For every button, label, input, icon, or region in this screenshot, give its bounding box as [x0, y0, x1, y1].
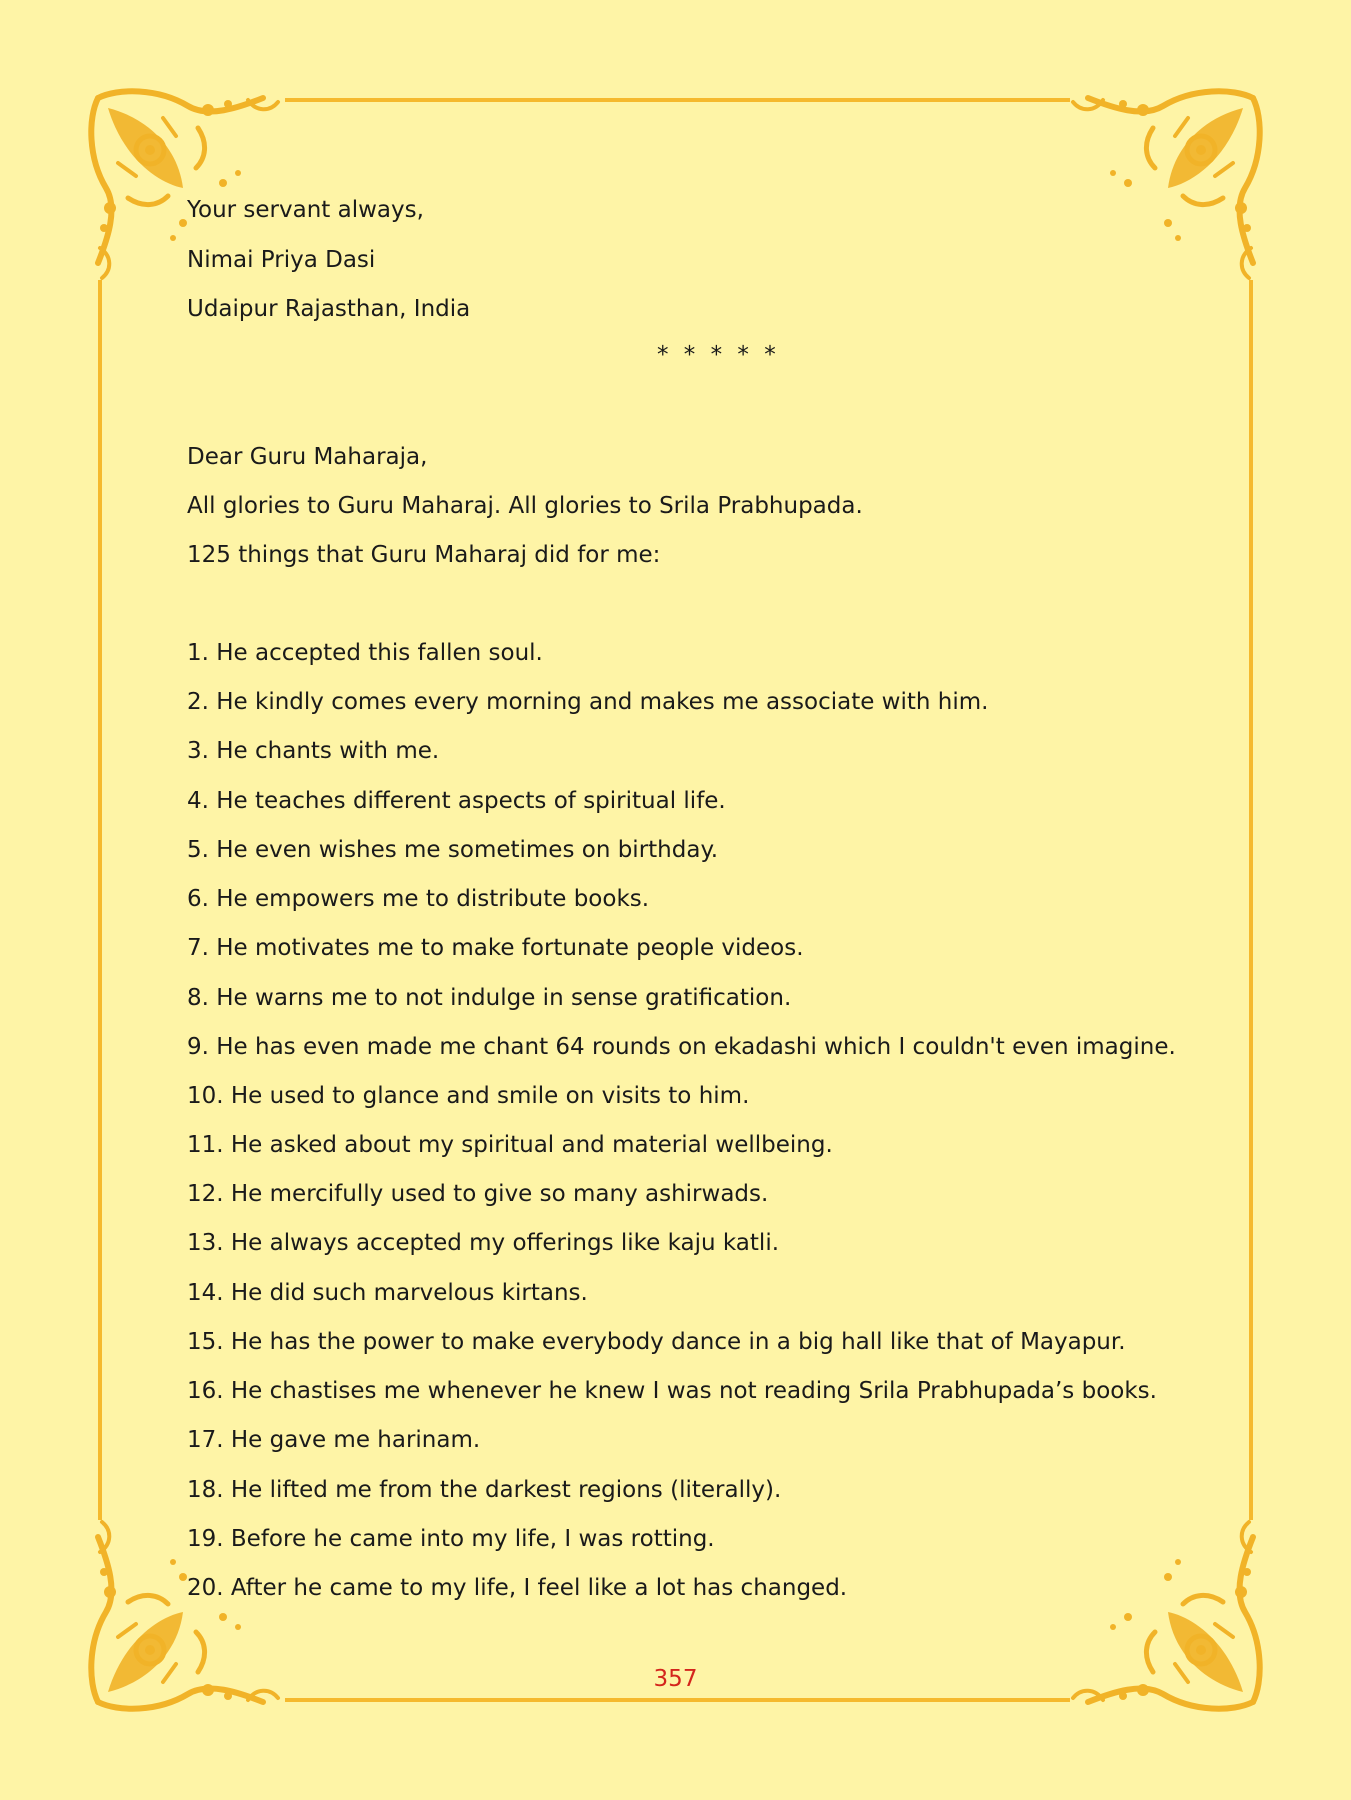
list-item: 6. He empowers me to distribute books. — [187, 886, 650, 912]
section-separator: * * * * * — [657, 342, 780, 368]
closing-salutation: Your servant always, — [187, 197, 424, 223]
list-item: 11. He asked about my spiritual and material wellbeing. — [187, 1132, 833, 1158]
closing-location: Udaipur Rajasthan, India — [187, 296, 471, 322]
letter-greeting: Dear Guru Maharaja, — [187, 444, 428, 470]
list-item: 2. He kindly comes every morning and makes me associate with him. — [187, 689, 989, 715]
list-item: 18. He lifted me from the darkest regions (literally). — [187, 1477, 782, 1503]
list-item: 14. He did such marvelous kirtans. — [187, 1280, 588, 1306]
list-item: 1. He accepted this fallen soul. — [187, 640, 543, 666]
list-item: 8. He warns me to not indulge in sense gratification. — [187, 985, 792, 1011]
letter-glories: All glories to Guru Maharaj. All glories to Srila Prabhupada. — [187, 493, 863, 519]
list-item: 4. He teaches different aspects of spiritual life. — [187, 788, 726, 814]
corner-ornament-top-right — [1073, 91, 1260, 278]
page-number: 357 — [653, 1666, 698, 1692]
list-item: 3. He chants with me. — [187, 738, 440, 764]
list-item: 9. He has even made me chant 64 rounds on ekadashi which I couldn't even imagine. — [187, 1034, 1176, 1060]
list-item: 19. Before he came into my life, I was rotting. — [187, 1526, 715, 1552]
list-item: 12. He mercifully used to give so many ashirwads. — [187, 1181, 769, 1207]
list-item: 20. After he came to my life, I feel like a lot has changed. — [187, 1575, 848, 1601]
closing-name: Nimai Priya Dasi — [187, 247, 376, 273]
list-item: 17. He gave me harinam. — [187, 1427, 481, 1453]
letter-intro: 125 things that Guru Maharaj did for me: — [187, 542, 661, 568]
list-item: 7. He motivates me to make fortunate people videos. — [187, 935, 804, 961]
list-item: 16. He chastises me whenever he knew I was not reading Srila Prabhupada’s books. — [187, 1378, 1157, 1404]
list-item: 13. He always accepted my offerings like kaju katli. — [187, 1230, 780, 1256]
list-item: 5. He even wishes me sometimes on birthday. — [187, 837, 719, 863]
list-item: 10. He used to glance and smile on visits to him. — [187, 1083, 750, 1109]
list-item: 15. He has the power to make everybody dance in a big hall like that of Mayapur. — [187, 1329, 1126, 1355]
